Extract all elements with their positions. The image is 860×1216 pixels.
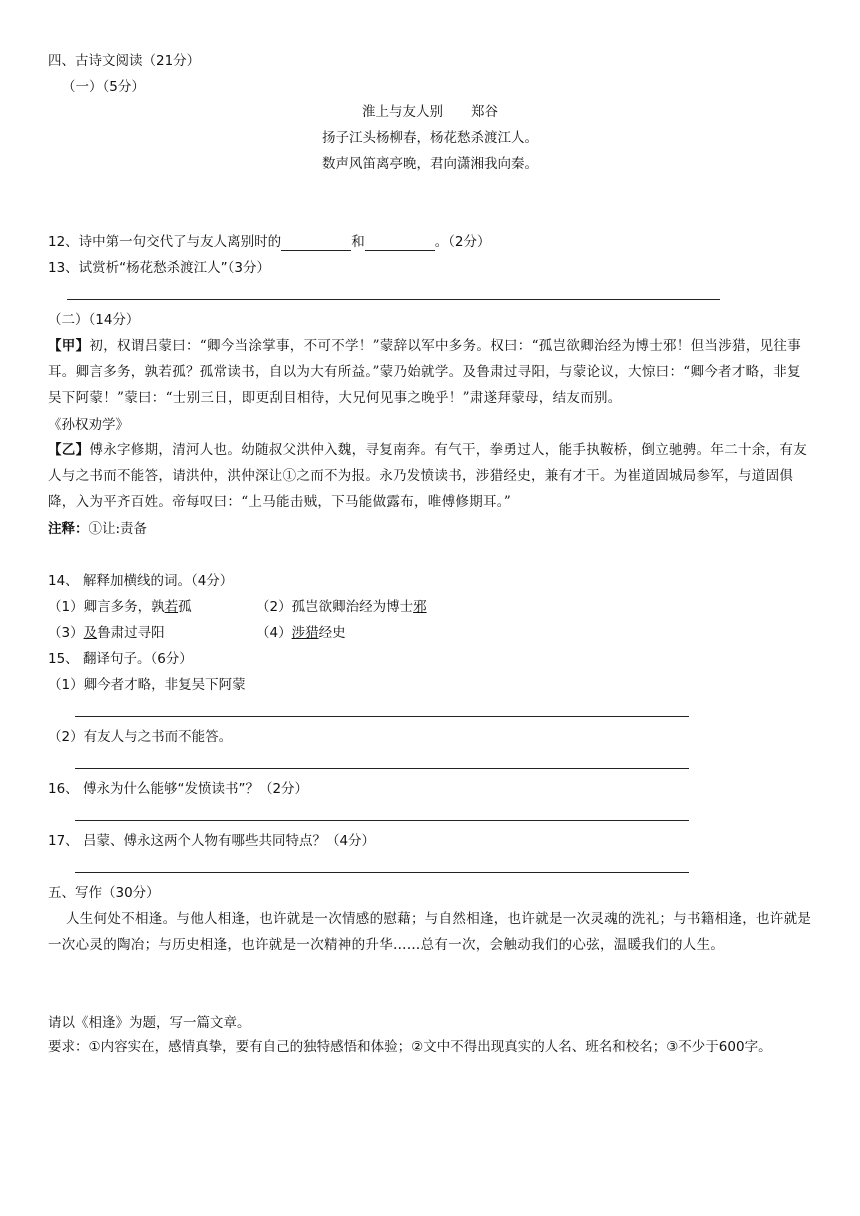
q15-sentence-1: （1）卿今者才略，非复吴下阿蒙 <box>48 677 246 693</box>
underlined-word: 若 <box>164 599 179 615</box>
item-text: 孤 <box>178 599 192 615</box>
item-text: （1）卿言多务，孰 <box>48 599 165 615</box>
question-text: 。（2分） <box>434 234 491 250</box>
q14-item-2 <box>256 598 427 616</box>
question-text: 12、诗中第一句交代了与友人离别时的 <box>48 234 282 250</box>
passage-tag: 【乙】 <box>48 442 90 458</box>
item-text: （3） <box>48 625 84 641</box>
item-text: 经史 <box>318 625 346 641</box>
answer-line[interactable] <box>75 768 689 769</box>
poem-author: 郑谷 <box>471 104 498 120</box>
question-15: 15、 翻译句子。（6分） <box>48 651 193 667</box>
question-17: 17、 吕蒙、傅永这两个人物有哪些共同特点？（4分） <box>48 833 376 849</box>
underlined-word: 及 <box>83 625 98 641</box>
poem-line: 数声风笛离亭晚，君向潇湘我向秦。 <box>322 156 538 172</box>
passage-jia <box>48 333 814 411</box>
poem-line: 扬子江头杨柳春，杨花愁杀渡江人。 <box>322 130 538 146</box>
writing-prompt: 人生何处不相逢。与他人相逢，也许就是一次情感的慰藉；与自然相逢，也许就是一次灵魂的洗礼；与书籍相逢，也许就是一次心灵的陶冶；与历史相逢，也许就是一次精神的升华……总有一次，会触动我们的心弦，温暖我们的人生。 <box>48 911 812 953</box>
writing-task: 请以《相逢》为题，写一篇文章。 <box>48 1015 251 1031</box>
writing-requirements: 要求：①内容实在，感情真挚，要有自己的独特感悟和体验；②文中不得出现真实的人名、班名和校名；③不少于600字。 <box>48 1039 772 1055</box>
answer-line[interactable] <box>75 872 689 873</box>
question-14: 14、 解释加横线的词。（4分） <box>48 573 234 589</box>
q14-item-1 <box>48 598 192 616</box>
q14-item-4 <box>256 624 346 642</box>
question-16: 16、 傅永为什么能够“发愤读书”？（2分） <box>48 781 309 797</box>
passage-text: 初，权谓吕蒙曰：“卿今当涂掌事，不可不学！”蒙辞以军中多务。权曰：“孤岂欲卿治经为博士邪！但当涉猎，见往事耳。卿言多务，孰若孤？孤常读书，自以为大有所益。”蒙乃始就学。及鲁肃过寻阳，与蒙论议，大惊曰：“卿今者才略，非复吴下阿蒙！”蒙曰：“士别三日，即更刮目相待，大兄何见事之晚乎！”肃遂拜蒙母，结友而别。 <box>48 338 802 406</box>
answer-blank[interactable] <box>281 236 351 251</box>
part-label: （二）（14分） <box>48 312 140 328</box>
q14-item-3 <box>48 624 165 642</box>
poem-title: 淮上与友人别 <box>362 104 443 120</box>
annotation-text: ①让:责备 <box>88 521 148 537</box>
poem-header <box>0 103 860 121</box>
answer-line[interactable] <box>75 820 689 821</box>
item-text: （4） <box>256 625 292 641</box>
underlined-word: 邪 <box>413 599 427 615</box>
section-heading: 四、古诗文阅读（21分） <box>48 53 201 69</box>
question-text: 和 <box>351 234 365 250</box>
question-12 <box>48 233 491 251</box>
section-heading: 五、写作（30分） <box>48 885 160 901</box>
answer-line[interactable] <box>67 299 720 300</box>
passage-tag: 【甲】 <box>48 338 90 354</box>
item-text: （2）孤岂欲卿治经为博士 <box>256 599 414 615</box>
answer-line[interactable] <box>75 716 689 717</box>
annotation-label: 注释： <box>48 521 89 537</box>
passage-yi <box>48 437 814 515</box>
passage-text: 傅永字修期，清河人也。幼随叔父洪仲入魏，寻复南奔。有气干，拳勇过人，能手执鞍桥，倒立驰骋。年二十余，有友人与之书而不能答，请洪仲，洪仲深让①之而不为报。永乃发愤读书，涉猎经史，兼有才干。为崔道固城局参军，与道固俱降，入为平齐百姓。帝每叹曰：“上马能击贼，下马能做露布，唯傅修期耳。” <box>48 442 808 510</box>
q15-sentence-2: （2）有友人与之书而不能答。 <box>48 729 233 745</box>
part-label: （一）（5分） <box>62 79 145 95</box>
annotation <box>48 520 147 538</box>
underlined-word: 涉猎 <box>291 625 319 641</box>
passage-source: 《孙权劝学》 <box>48 417 129 433</box>
item-text: 鲁肃过寻阳 <box>97 625 165 641</box>
answer-blank[interactable] <box>365 236 435 251</box>
question-13: 13、试赏析“杨花愁杀渡江人”（3分） <box>48 260 271 276</box>
